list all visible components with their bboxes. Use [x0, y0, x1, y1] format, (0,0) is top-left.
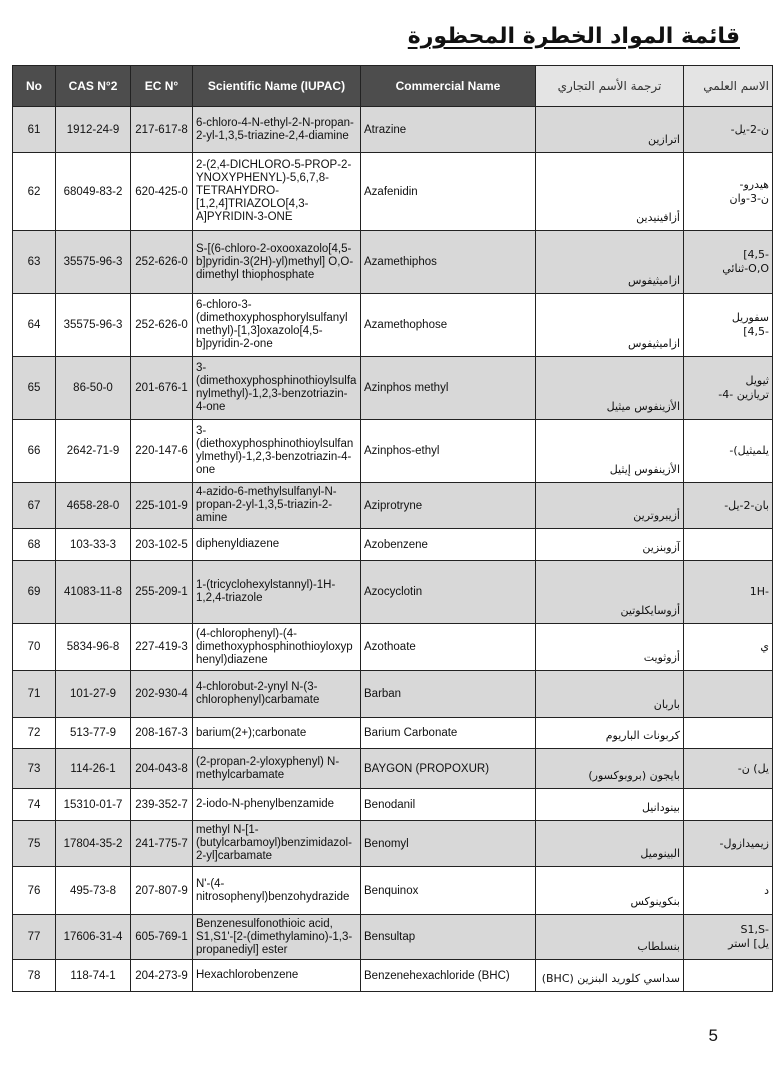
table-row [13, 529, 773, 561]
cell-arabic-scientific [684, 718, 773, 749]
cell-arabic-scientific: -S1,S يل] استر [684, 915, 773, 960]
cell-arabic-translation: ازاميثيفوس [536, 294, 684, 357]
cell-scientific-name: 3-(dimethoxyphosphinothioylsulfanylmethyl)-1,2,3-benzotriazin-4-one [193, 357, 361, 420]
cell-ec: 605-769-1 [131, 915, 193, 960]
cell-commercial-name: Atrazine [361, 107, 536, 153]
cell-arabic-translation: سداسي كلوريد البنزين (BHC) [536, 960, 684, 992]
cell-no: 69 [13, 561, 56, 624]
cell-commercial-name: BAYGON (PROPOXUR) [361, 749, 536, 789]
table-row [13, 960, 773, 992]
cell-arabic-translation: اترازين [536, 107, 684, 153]
cell-ec: 620-425-0 [131, 153, 193, 231]
cell-cas: 86-50-0 [56, 357, 131, 420]
cell-arabic-translation: البينوميل [536, 821, 684, 867]
cell-cas: 513-77-9 [56, 718, 131, 749]
cell-arabic-translation: أزيبروترين [536, 483, 684, 529]
cell-scientific-name: 2-iodo-N-phenylbenzamide [193, 789, 361, 821]
cell-scientific-name: (4-chlorophenyl)-(4-dimethoxyphosphinothioyloxyphenyl)diazene [193, 624, 361, 671]
cell-cas: 114-26-1 [56, 749, 131, 789]
cell-commercial-name: Azamethophose [361, 294, 536, 357]
table-row [13, 749, 773, 789]
col-header-arabic-translation: ترجمة الأسم التجاري [536, 66, 684, 107]
cell-cas: 101-27-9 [56, 671, 131, 718]
cell-ec: 239-352-7 [131, 789, 193, 821]
cell-no: 76 [13, 867, 56, 915]
cell-arabic-scientific: ثيويل تريازين -4- [684, 357, 773, 420]
cell-ec: 207-807-9 [131, 867, 193, 915]
col-header-ec: EC N° [131, 66, 193, 107]
cell-arabic-scientific: د [684, 867, 773, 915]
cell-cas: 103-33-3 [56, 529, 131, 561]
cell-ec: 202-930-4 [131, 671, 193, 718]
cell-cas: 17804-35-2 [56, 821, 131, 867]
table-row [13, 420, 773, 483]
cell-arabic-scientific: يلميثيل)- [684, 420, 773, 483]
cell-commercial-name: Benzenehexachloride (BHC) [361, 960, 536, 992]
table-row [13, 561, 773, 624]
cell-arabic-translation: الأزينفوس ميثيل [536, 357, 684, 420]
cell-arabic-translation: أزافينيدين [536, 153, 684, 231]
cell-cas: 4658-28-0 [56, 483, 131, 529]
cell-scientific-name: barium(2+);carbonate [193, 718, 361, 749]
cell-cas: 41083-11-8 [56, 561, 131, 624]
cell-no: 73 [13, 749, 56, 789]
table-row [13, 718, 773, 749]
table-row [13, 821, 773, 867]
cell-scientific-name: Hexachlorobenzene [193, 960, 361, 992]
hazardous-substances-table [12, 65, 773, 992]
cell-cas: 2642-71-9 [56, 420, 131, 483]
cell-ec: 225-101-9 [131, 483, 193, 529]
cell-arabic-translation: ازاميثيفوس [536, 231, 684, 294]
cell-commercial-name: Benodanil [361, 789, 536, 821]
cell-arabic-translation: الأزينفوس إيثيل [536, 420, 684, 483]
col-header-no: No [13, 66, 56, 107]
cell-arabic-scientific: -4,5] O,O-ثنائي [684, 231, 773, 294]
page-title: قائمة المواد الخطرة المحظورة [407, 24, 740, 49]
cell-ec: 220-147-6 [131, 420, 193, 483]
cell-arabic-scientific: هيدرو- ن-3-وان [684, 153, 773, 231]
cell-commercial-name: Azafenidin [361, 153, 536, 231]
cell-scientific-name: Benzenesulfonothioic acid, S1,S1'-[2-(dimethylamino)-1,3-propanediyl] ester [193, 915, 361, 960]
cell-ec: 252-626-0 [131, 231, 193, 294]
table-row [13, 153, 773, 231]
table-row [13, 624, 773, 671]
cell-no: 67 [13, 483, 56, 529]
table-row [13, 107, 773, 153]
cell-arabic-scientific: زيميدازول- [684, 821, 773, 867]
table-row [13, 867, 773, 915]
cell-scientific-name: 6-chloro-4-N-ethyl-2-N-propan-2-yl-1,3,5-triazine-2,4-diamine [193, 107, 361, 153]
cell-scientific-name: 1-(tricyclohexylstannyl)-1H-1,2,4-triazole [193, 561, 361, 624]
cell-ec: 208-167-3 [131, 718, 193, 749]
cell-cas: 35575-96-3 [56, 294, 131, 357]
cell-arabic-scientific [684, 960, 773, 992]
cell-ec: 203-102-5 [131, 529, 193, 561]
cell-commercial-name: Azinphos-ethyl [361, 420, 536, 483]
col-header-cas: CAS N°2 [56, 66, 131, 107]
cell-commercial-name: Bensultap [361, 915, 536, 960]
cell-arabic-translation: أزوسايكلوتين [536, 561, 684, 624]
table-row [13, 671, 773, 718]
cell-no: 64 [13, 294, 56, 357]
table-row [13, 483, 773, 529]
cell-cas: 35575-96-3 [56, 231, 131, 294]
cell-commercial-name: Azothoate [361, 624, 536, 671]
cell-no: 78 [13, 960, 56, 992]
cell-arabic-translation: بنكوينوكس [536, 867, 684, 915]
table-header-row [13, 66, 773, 107]
cell-ec: 204-273-9 [131, 960, 193, 992]
cell-scientific-name: 3-(diethoxyphosphinothioylsulfanylmethyl)-1,2,3-benzotriazin-4-one [193, 420, 361, 483]
cell-ec: 201-676-1 [131, 357, 193, 420]
cell-arabic-scientific [684, 529, 773, 561]
cell-no: 61 [13, 107, 56, 153]
cell-no: 70 [13, 624, 56, 671]
cell-arabic-scientific: يل) ن- [684, 749, 773, 789]
cell-no: 65 [13, 357, 56, 420]
cell-ec: 204-043-8 [131, 749, 193, 789]
cell-cas: 118-74-1 [56, 960, 131, 992]
cell-cas: 5834-96-8 [56, 624, 131, 671]
cell-no: 62 [13, 153, 56, 231]
cell-commercial-name: Azamethiphos [361, 231, 536, 294]
cell-arabic-translation: بنسلطاب [536, 915, 684, 960]
cell-arabic-scientific: ن-2-يل- [684, 107, 773, 153]
cell-arabic-translation: آزوبنزين [536, 529, 684, 561]
col-header-scientific-name: Scientific Name (IUPAC) [193, 66, 361, 107]
cell-commercial-name: Aziprotryne [361, 483, 536, 529]
cell-no: 75 [13, 821, 56, 867]
cell-no: 77 [13, 915, 56, 960]
cell-scientific-name: 2-(2,4-DICHLORO-5-PROP-2-YNOXYPHENYL)-5,6,7,8-TETRAHYDRO-[1,2,4]TRIAZOLO[4,3-A]PYRIDIN-3-ONE [193, 153, 361, 231]
cell-arabic-scientific: ي [684, 624, 773, 671]
cell-scientific-name: (2-propan-2-yloxyphenyl) N-methylcarbamate [193, 749, 361, 789]
cell-ec: 241-775-7 [131, 821, 193, 867]
cell-ec: 255-209-1 [131, 561, 193, 624]
cell-arabic-translation: كربونات الباريوم [536, 718, 684, 749]
table-body [13, 107, 773, 992]
cell-ec: 252-626-0 [131, 294, 193, 357]
cell-commercial-name: Azinphos methyl [361, 357, 536, 420]
cell-scientific-name: methyl N-[1-(butylcarbamoyl)benzimidazol-2-yl]carbamate [193, 821, 361, 867]
cell-cas: 495-73-8 [56, 867, 131, 915]
page-number: 5 [708, 1026, 718, 1045]
col-header-commercial-name: Commercial Name [361, 66, 536, 107]
cell-scientific-name: 6-chloro-3-(dimethoxyphosphorylsulfanylmethyl)-[1,3]oxazolo[4,5-b]pyridin-2-one [193, 294, 361, 357]
cell-arabic-translation: أزوثويت [536, 624, 684, 671]
cell-arabic-scientific: بان-2-يل- [684, 483, 773, 529]
cell-no: 66 [13, 420, 56, 483]
cell-ec: 227-419-3 [131, 624, 193, 671]
cell-no: 63 [13, 231, 56, 294]
table-row [13, 915, 773, 960]
col-header-arabic-scientific: الاسم العلمي [684, 66, 773, 107]
cell-arabic-scientific: -1H [684, 561, 773, 624]
cell-commercial-name: Benomyl [361, 821, 536, 867]
cell-no: 71 [13, 671, 56, 718]
cell-arabic-translation: باربان [536, 671, 684, 718]
cell-scientific-name: N'-(4-nitrosophenyl)benzohydrazide [193, 867, 361, 915]
table-row [13, 357, 773, 420]
cell-no: 68 [13, 529, 56, 561]
cell-cas: 68049-83-2 [56, 153, 131, 231]
cell-scientific-name: 4-chlorobut-2-ynyl N-(3-chlorophenyl)carbamate [193, 671, 361, 718]
cell-commercial-name: Azocyclotin [361, 561, 536, 624]
cell-arabic-translation: بينودانيل [536, 789, 684, 821]
cell-commercial-name: Barium Carbonate [361, 718, 536, 749]
cell-scientific-name: S-[(6-chloro-2-oxooxazolo[4,5-b]pyridin-3(2H)-yl)methyl] O,O-dimethyl thiophosphate [193, 231, 361, 294]
cell-cas: 1912-24-9 [56, 107, 131, 153]
cell-arabic-translation: بايجون (بروبوكسور) [536, 749, 684, 789]
cell-no: 72 [13, 718, 56, 749]
cell-scientific-name: 4-azido-6-methylsulfanyl-N-propan-2-yl-1,3,5-triazin-2-amine [193, 483, 361, 529]
cell-arabic-scientific [684, 671, 773, 718]
table-row [13, 789, 773, 821]
cell-arabic-scientific [684, 789, 773, 821]
cell-commercial-name: Barban [361, 671, 536, 718]
cell-ec: 217-617-8 [131, 107, 193, 153]
table-row [13, 294, 773, 357]
table-row [13, 231, 773, 294]
cell-arabic-scientific: سفوريل -4,5] [684, 294, 773, 357]
cell-commercial-name: Azobenzene [361, 529, 536, 561]
cell-cas: 15310-01-7 [56, 789, 131, 821]
cell-no: 74 [13, 789, 56, 821]
cell-cas: 17606-31-4 [56, 915, 131, 960]
cell-scientific-name: diphenyldiazene [193, 529, 361, 561]
cell-commercial-name: Benquinox [361, 867, 536, 915]
